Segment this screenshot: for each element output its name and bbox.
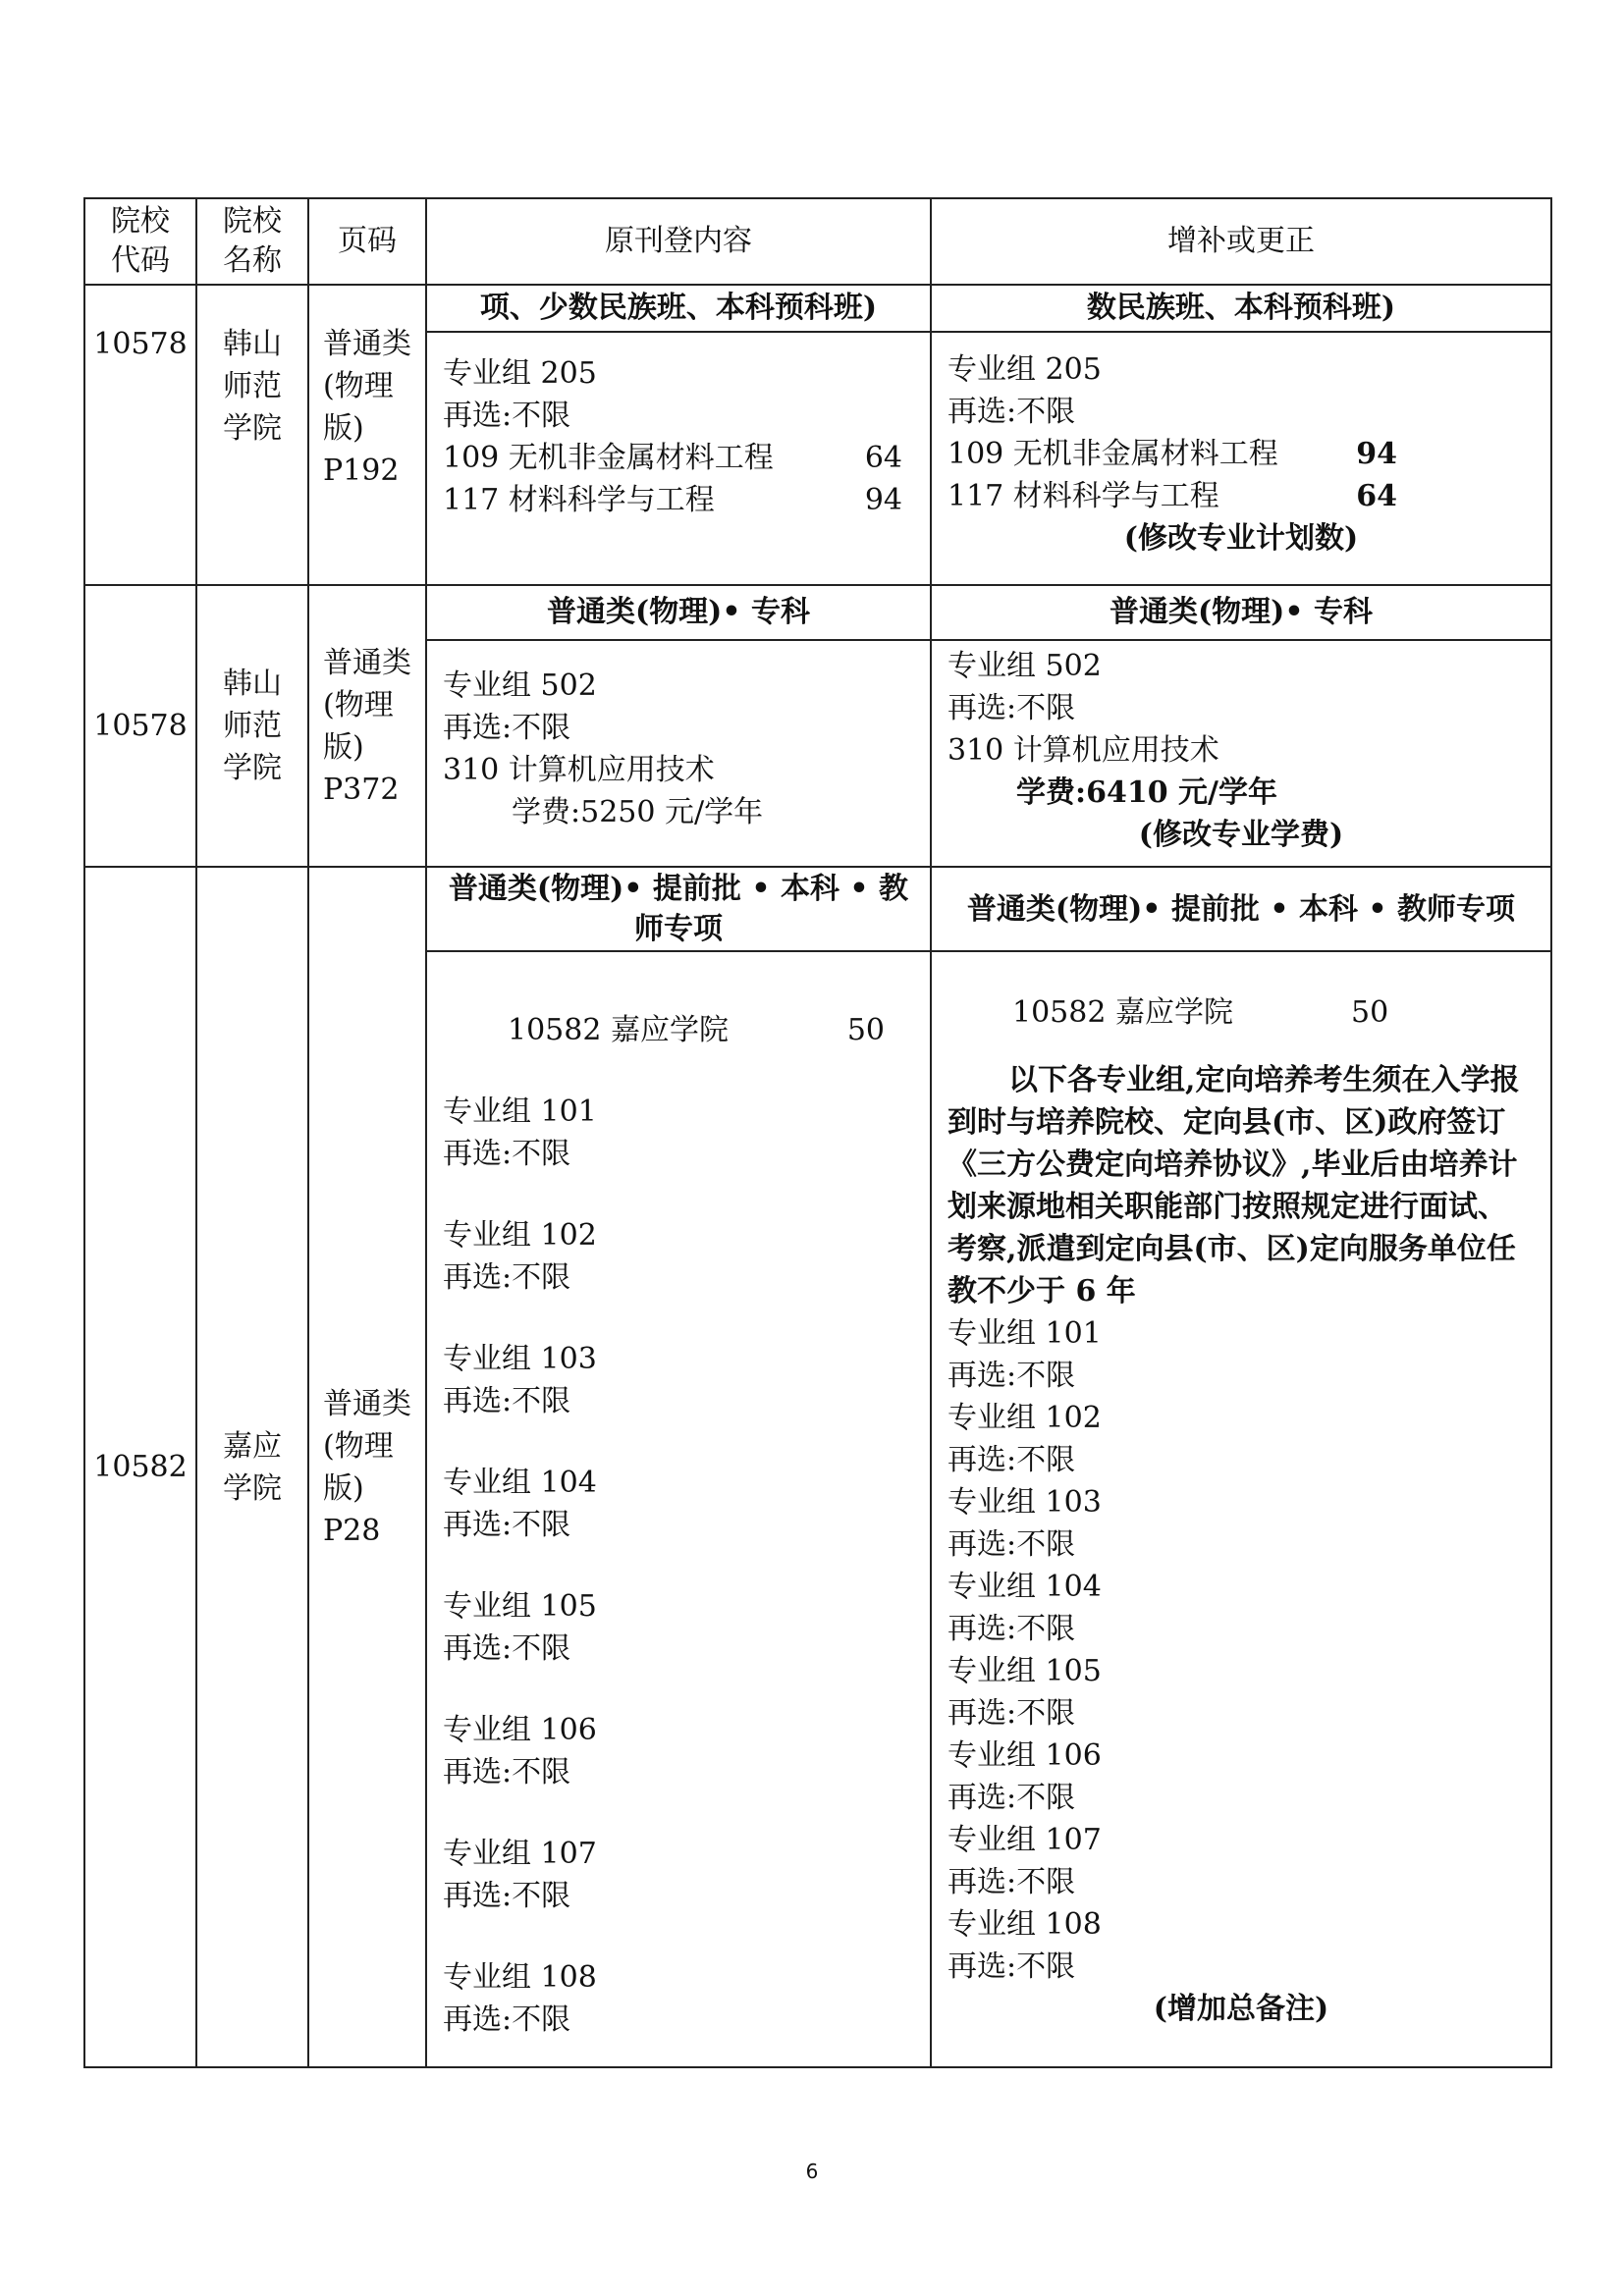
general-remark: 以下各专业组,定向培养考生须在入学报到时与培养院校、定向县(市、区)政府签订《三方公费定向培养协议》,毕业后由培养计划来源地相关职能部门按照规定进行面试、考察,派遣到定向县(市、区)定向服务单位任教不少于 6 年 [947,1063,1520,1308]
page-type: 普通类(物理版) [323,645,411,765]
table-row [84,285,1551,585]
revised-body [932,640,1550,866]
reselect-label: 再选:不限 [443,2002,571,2037]
group-label: 专业组 106 [947,1738,1102,1773]
page-number-ref: P192 [323,454,400,488]
reselect-label: 再选:不限 [443,1755,571,1789]
reselect-label: 再选:不限 [947,1612,1076,1646]
school-plan-count: 50 [1350,995,1389,1030]
group-label: 专业组 502 [443,668,597,703]
reselect-label: 再选:不限 [443,1508,571,1542]
group-label: 专业组 101 [947,1316,1102,1351]
major-name: 310 计算机应用技术 [947,733,1219,768]
school-plan-count: 50 [846,1013,885,1047]
school-name-text: 韩山师范学院 [223,667,282,785]
group-label: 专业组 103 [443,1342,597,1376]
school-code: 10578 [84,285,196,585]
original-body [427,332,930,584]
revised-body [932,951,1550,2066]
group-label: 专业组 101 [443,1095,597,1129]
school-name [196,867,308,2067]
group-label: 专业组 103 [947,1485,1102,1520]
original-header: 项、少数民族班、本科预科班) [427,286,930,332]
reselect-label: 再选:不限 [947,1443,1076,1477]
header-original: 原刊登内容 [426,198,931,285]
reselect-label: 再选:不限 [443,1260,571,1295]
original-header: 普通类(物理)• 提前批 • 本科 • 教师专项 [427,868,930,951]
group-label: 专业组 107 [443,1837,597,1871]
group-label: 专业组 102 [443,1218,597,1253]
revised-body [932,332,1550,584]
revised-content [931,867,1551,2067]
group-label: 专业组 205 [947,352,1102,387]
list-item [443,479,914,521]
school-line-text: 10582 嘉应学院 [1012,995,1233,1030]
revision-note: (修改专业计划数) [1123,521,1359,556]
group-label: 专业组 205 [443,356,597,391]
reselect-label: 再选:不限 [443,1384,571,1418]
group-label: 专业组 102 [947,1401,1102,1435]
plan-count: 94 [1356,437,1397,471]
list-item [947,433,1535,475]
reselect-label: 再选:不限 [947,1359,1076,1393]
page-type: 普通类(物理版) [323,1386,411,1506]
school-line-text: 10582 嘉应学院 [508,1013,729,1047]
original-header: 普通类(物理)• 专科 [427,586,930,640]
reselect-label: 再选:不限 [947,1696,1076,1731]
school-code: 10582 [84,867,196,2067]
revised-header: 普通类(物理)• 专科 [932,586,1550,640]
header-school-name: 院校名称 [196,198,308,285]
group-label: 专业组 104 [443,1466,597,1500]
major-name: 109 无机非金属材料工程 [947,437,1278,471]
table-row [84,585,1551,867]
reselect-label: 再选:不限 [947,1949,1076,1984]
plan-count: 94 [864,483,902,517]
original-content [426,585,931,867]
header-school-code: 院校代码 [84,198,196,285]
plan-count: 64 [1356,479,1397,513]
original-content [426,867,931,2067]
school-code: 10578 [84,585,196,867]
tuition-fee: 学费:6410 元/学年 [1016,775,1277,810]
list-item [947,475,1535,517]
major-name: 109 无机非金属材料工程 [443,441,774,475]
group-label: 专业组 104 [947,1570,1102,1604]
revision-note: (修改专业学费) [1138,818,1344,852]
group-label: 专业组 108 [443,1960,597,1995]
reselect-label: 再选:不限 [947,1781,1076,1815]
reselect-label: 再选:不限 [443,1631,571,1666]
table-row [84,867,1551,2067]
group-label: 专业组 107 [947,1823,1102,1857]
reselect-label: 再选:不限 [443,1879,571,1913]
group-label: 专业组 502 [947,649,1102,683]
plan-count: 64 [864,441,902,475]
page-ref [308,585,426,867]
major-name: 117 材料科学与工程 [443,483,715,517]
group-label: 专业组 106 [443,1713,597,1747]
reselect-label: 再选:不限 [443,399,571,433]
page-number-ref: P372 [323,772,400,807]
major-name: 310 计算机应用技术 [443,753,715,787]
school-line [443,1009,914,1051]
reselect-label: 再选:不限 [947,395,1076,429]
original-body [427,640,930,866]
page-type: 普通类(物理版) [323,327,411,446]
reselect-label: 再选:不限 [443,1137,571,1171]
correction-table-wrapper [83,197,1550,2068]
original-body [427,951,930,2066]
revised-header: 普通类(物理)• 提前批 • 本科 • 教师专项 [932,868,1550,951]
reselect-label: 再选:不限 [947,1865,1076,1899]
school-name [196,285,308,585]
school-name-text: 韩山师范学院 [223,327,282,446]
header-page: 页码 [308,198,426,285]
revised-content [931,585,1551,867]
revised-header: 数民族班、本科预科班) [932,286,1550,332]
list-item [443,437,914,479]
tuition-fee: 学费:5250 元/学年 [512,795,764,829]
school-name [196,585,308,867]
table-header-row [84,198,1551,285]
header-revised: 增补或更正 [931,198,1551,285]
original-content [426,285,931,585]
reselect-label: 再选:不限 [947,1527,1076,1562]
group-label: 专业组 105 [443,1589,597,1624]
reselect-label: 再选:不限 [443,711,571,745]
group-label: 专业组 105 [947,1654,1102,1688]
group-label: 专业组 108 [947,1907,1102,1942]
reselect-label: 再选:不限 [947,691,1076,725]
revised-content [931,285,1551,585]
page-ref [308,285,426,585]
page-number: 6 [805,2160,819,2183]
page-number-ref: P28 [323,1513,381,1548]
school-name-text: 嘉应学院 [223,1428,282,1506]
correction-table [83,197,1552,2068]
major-name: 117 材料科学与工程 [947,479,1219,513]
page-ref [308,867,426,2067]
revision-note: (增加总备注) [1153,1992,1329,2026]
school-line [947,991,1535,1034]
